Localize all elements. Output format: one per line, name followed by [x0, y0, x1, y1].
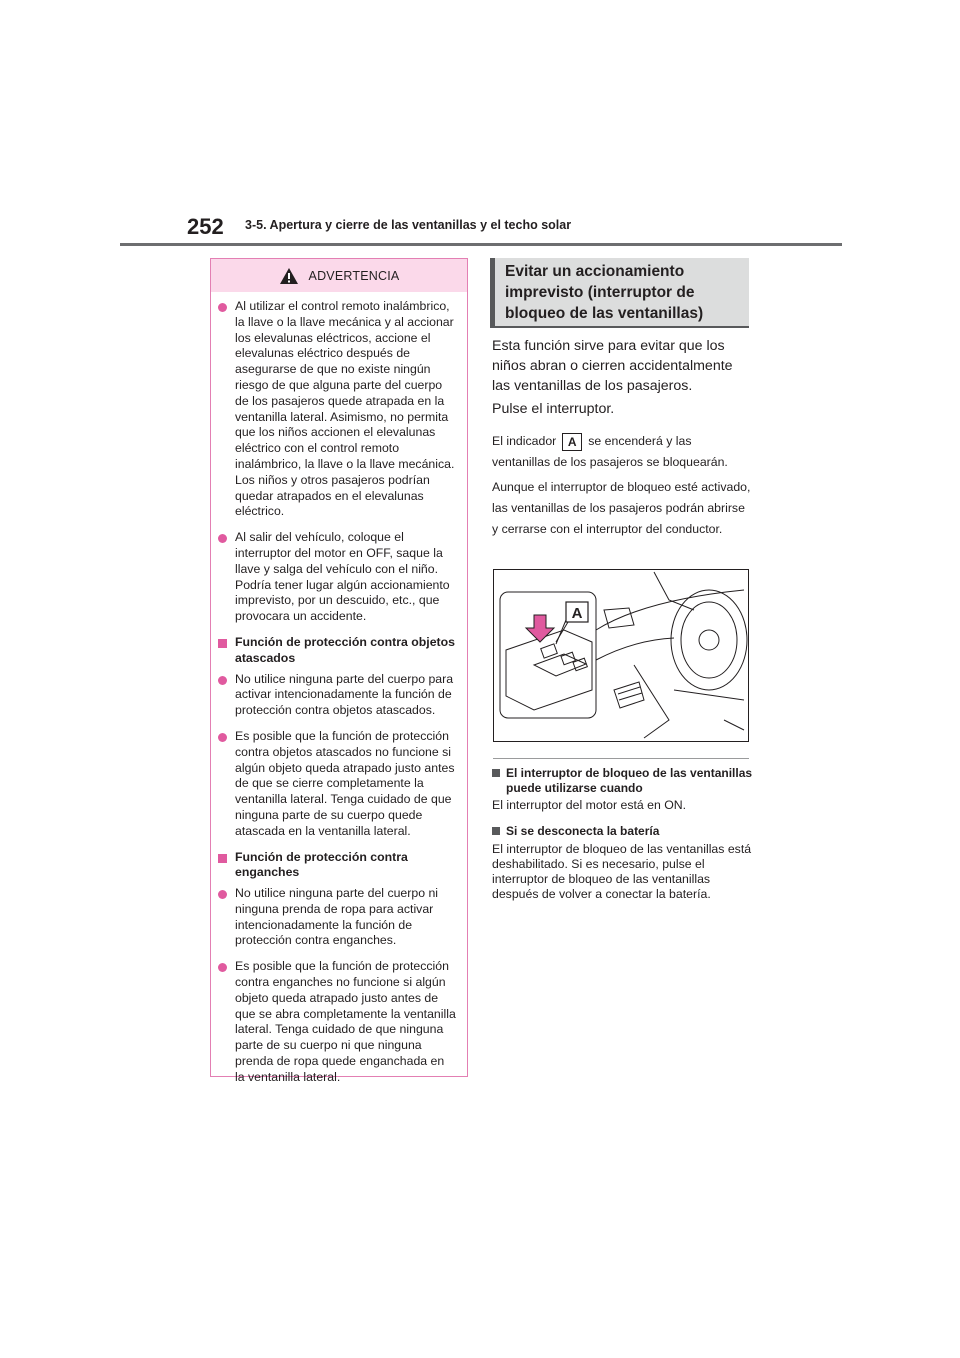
bullet-dot-icon [218, 733, 227, 742]
section-heading: Evitar un accionamiento imprevisto (interruptor de bloqueo de las ventanillas) [490, 258, 749, 328]
warning-subheading: Función de protección contra enganches [218, 850, 457, 882]
indicator-text: El indicador A se encenderá y las ventanillas de los pasajeros se bloquearán. [492, 434, 728, 469]
window-lock-switch-illustration [493, 569, 749, 742]
section-intro: Esta función sirve para evitar que los niños abran o cierren accidentalmente las ventanillas de los pasajeros. [492, 338, 733, 394]
warning-bullet: No utilice ninguna parte del cuerpo para activar intencionadamente la función de protección contra objetos atascados. [218, 672, 457, 719]
note-text: El interruptor del motor está en ON. [492, 798, 687, 812]
warning-body [211, 292, 467, 1086]
note-heading: El interruptor de bloqueo de las ventanillas puede utilizarse cuando [492, 766, 754, 795]
warning-box [210, 258, 468, 1084]
square-bullet-icon [218, 854, 227, 863]
bullet-dot-icon [218, 676, 227, 685]
divider [493, 758, 749, 759]
warning-title: ADVERTENCIA [308, 268, 400, 283]
warning-triangle-icon [279, 267, 299, 285]
bullet-dot-icon [218, 890, 227, 899]
warning-subheading: Función de protección contra objetos atascados [218, 635, 457, 667]
bullet-dot-icon [218, 303, 227, 312]
warning-header [211, 259, 467, 292]
note-heading: Si se desconecta la batería [492, 824, 754, 839]
chapter-title: 3-5. Apertura y cierre de las ventanillas y el techo solar [245, 218, 572, 232]
bullet-dot-icon [218, 963, 227, 972]
warning-bullet: Al salir del vehículo, coloque el interruptor del motor en OFF, saque la llave y salga del vehículo con el niño. Podría tener lugar algún accionamiento imprevisto, por un descuido, etc., que provocara un accidente. [218, 530, 457, 625]
warning-bullet: Es posible que la función de protección contra objetos atascados no funcione si algún objeto queda atrapado justo antes de que se cierre completamente la ventanilla lateral. Tenga cuidado de que ninguna parte de su cuerpo quede atascada en la ventanilla lateral. [218, 729, 457, 840]
square-bullet-icon [218, 639, 227, 648]
indicator-label: A [562, 433, 582, 451]
square-bullet-icon [492, 769, 500, 777]
bullet-dot-icon [218, 534, 227, 543]
header-rule [120, 243, 842, 246]
square-bullet-icon [492, 827, 500, 835]
warning-bullet: Es posible que la función de protección contra enganches no funcione si algún objeto queda atrapado justo antes de que se abra completamente la ventanilla lateral. Tenga cuidado de que ninguna parte de su cuerpo ni que ninguna prenda de ropa quede enganchada en la ventanilla lateral. [218, 959, 457, 1085]
section-step: Pulse el interruptor. [492, 401, 615, 417]
illustration-callout: A [571, 605, 583, 622]
note-text: El interruptor de bloqueo de las ventanillas está deshabilitado. Si es necesario, pulse el interruptor de bloqueo de las ventanillas después de volver a conectar la batería. [492, 842, 752, 901]
page-number: 252 [187, 214, 224, 239]
section-note: Aunque el interruptor de bloqueo esté activado, las ventanillas de los pasajeros podrán abrirse y cerrarse con el interruptor del conductor. [492, 480, 751, 536]
warning-bullet: No utilice ninguna parte del cuerpo ni ninguna prenda de ropa para activar intencionadamente la función de protección contra enganches. [218, 886, 457, 949]
door-panel-drawing [494, 570, 748, 741]
warning-bullet: Al utilizar el control remoto inalámbrico, la llave o la llave mecánica y al accionar los elevalunas eléctricos, accione el elevalunas eléctrico después de asegurarse de que no existe ningún riesgo de que alguna parte del cuerpo de los pasajeros quede atrapada en la ventanilla lateral. Asimismo, no permita que los niños accionen el elevalunas eléctrico con el control remoto inalámbrico, la llave o la llave mecánica. Los niños y otros pasajeros podrían quedar atrapados en el elevalunas eléctrico. [218, 299, 457, 520]
